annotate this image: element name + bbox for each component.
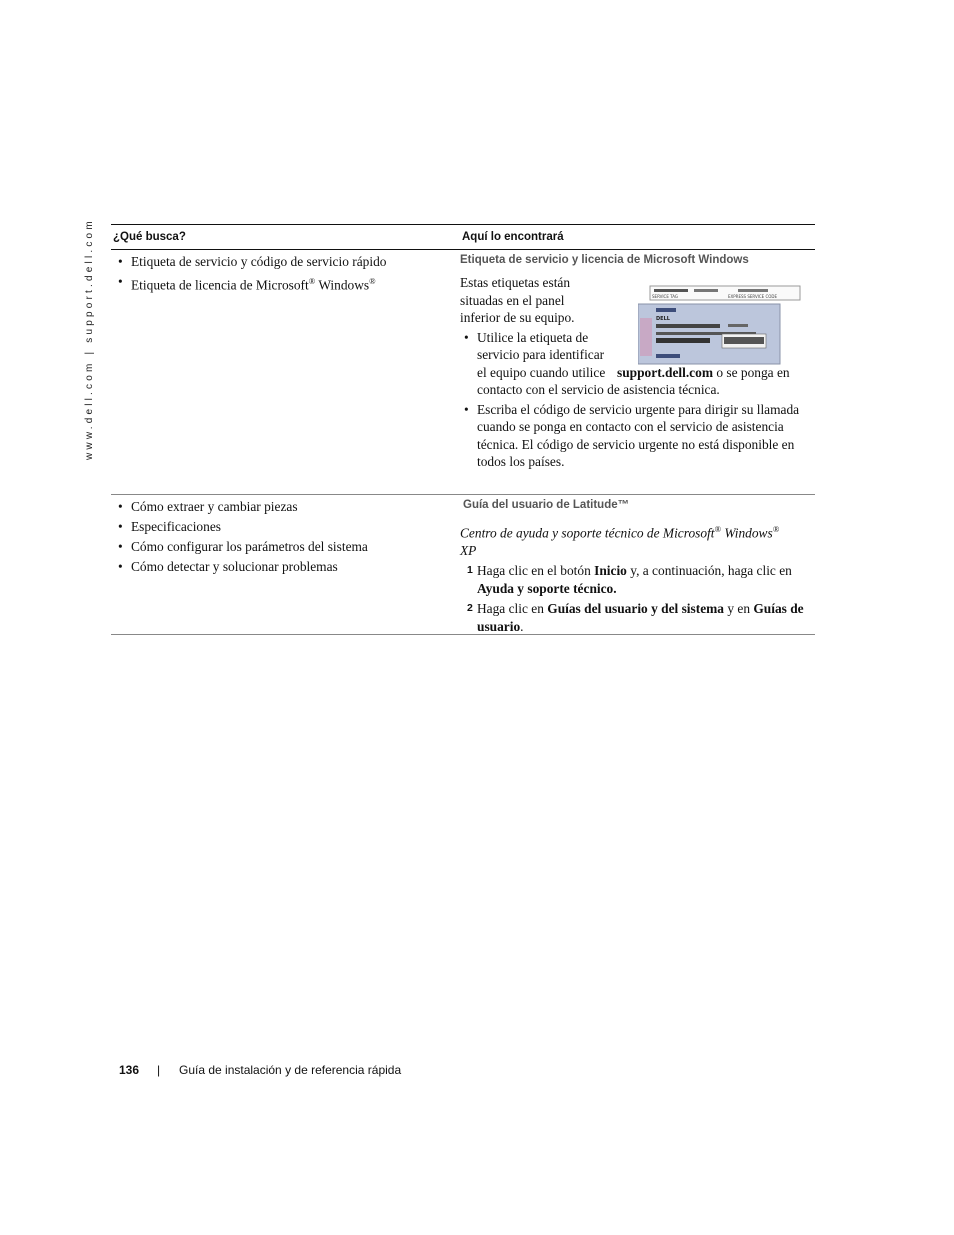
svg-text:DELL: DELL	[656, 316, 670, 322]
row2-items	[111, 498, 460, 575]
footer-title: Guía de instalación y de referencia rápida	[179, 1063, 402, 1077]
labels-bullet-2: • Escriba el código de servicio urgente para dirigir su llamada cuando se ponga en contacto con el servicio de asistencia técnica. El código de servicio urgente no está disponible en todos los países.	[460, 401, 815, 471]
labels-intro: Estas etiquetas están situadas en el panel inferior de su equipo.	[460, 275, 575, 325]
row1-items	[111, 253, 460, 293]
section-title-labels: Etiqueta de servicio y licencia de Microsoft Windows	[460, 254, 749, 266]
page-number: 136	[119, 1063, 140, 1077]
labels-bullet-1: • Utilice la etiqueta de servicio para identificar el equipo cuando utilice support.dell.com o se ponga en contacto con el servicio de asistencia técnica.	[460, 329, 815, 399]
service-label-image	[638, 284, 802, 366]
list-item: • Etiqueta de servicio y código de servicio rápido	[111, 253, 460, 270]
list-item: • Cómo extraer y cambiar piezas	[111, 498, 460, 515]
help-center-text: Centro de ayuda y soporte técnico de Microsoft® Windows® XP	[460, 524, 780, 558]
side-url: www.dell.com | support.dell.com	[84, 218, 95, 460]
footer-separator: |	[157, 1063, 161, 1077]
header-where: Aquí lo encontrará	[462, 231, 564, 243]
section-title-guide: Guía del usuario de Latitude™	[463, 499, 630, 511]
list-item: • Etiqueta de licencia de Microsoft® Windows®	[111, 273, 460, 293]
step-1: 1 Haga clic en el botón Inicio y, a continuación, haga clic en Ayuda y soporte técnico.	[467, 563, 792, 596]
list-item: • Cómo detectar y solucionar problemas	[111, 558, 460, 575]
svg-text:EXPRESS SERVICE CODE: EXPRESS SERVICE CODE	[728, 294, 778, 299]
svg-text:SERVICE TAG: SERVICE TAG	[652, 294, 679, 299]
table-row	[111, 495, 815, 635]
header-what: ¿Qué busca?	[113, 231, 186, 243]
table-header	[111, 224, 815, 250]
list-item: • Cómo configurar los parámetros del sistema	[111, 538, 460, 555]
list-item: • Especificaciones	[111, 518, 460, 535]
step-2: 2 Haga clic en Guías del usuario y del sistema y en Guías de usuario.	[467, 601, 804, 634]
support-link[interactable]: support.dell.com	[617, 364, 713, 380]
